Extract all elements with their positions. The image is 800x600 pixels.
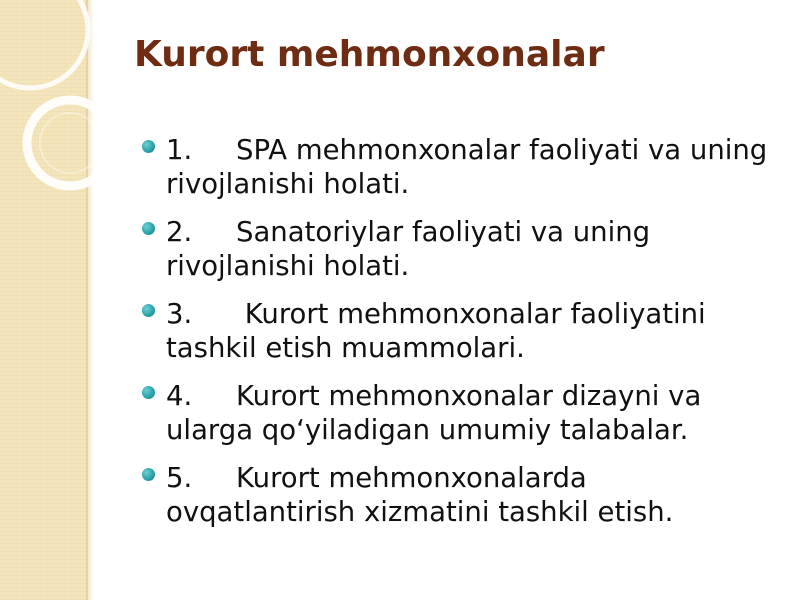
list-item xyxy=(140,379,780,447)
item-text: Kurort mehmonxonalarda ovqatlantirish xizmatini tashkil etish. xyxy=(166,462,674,528)
item-number: 3. xyxy=(166,298,193,330)
item-text: Kurort mehmonxonalar faoliyatini tashkil etish muammolari. xyxy=(166,298,706,364)
item-text: SPA mehmonxonalar faoliyati va uning rivojlanishi holati. xyxy=(166,134,768,200)
item-number: 1. xyxy=(166,134,193,166)
list-item xyxy=(140,297,780,365)
topic-list xyxy=(140,133,780,543)
bullet-icon xyxy=(142,222,155,235)
slide-title: Kurort mehmonxonalar xyxy=(134,34,605,75)
list-item xyxy=(140,461,780,529)
item-number: 5. xyxy=(166,462,193,494)
bullet-icon xyxy=(142,386,155,399)
item-number: 4. xyxy=(166,380,193,412)
list-item xyxy=(140,133,780,201)
bullet-icon xyxy=(142,468,155,481)
list-item xyxy=(140,215,780,283)
decorative-circles-icon xyxy=(0,0,140,220)
item-number: 2. xyxy=(166,216,193,248)
bullet-icon xyxy=(142,304,155,317)
item-text: Kurort mehmonxonalar dizayni va ularga qo‘yiladigan umumiy talabalar. xyxy=(166,380,702,446)
bullet-icon xyxy=(142,140,155,153)
item-text: Sanatoriylar faoliyati va uning rivojlanishi holati. xyxy=(166,216,651,282)
